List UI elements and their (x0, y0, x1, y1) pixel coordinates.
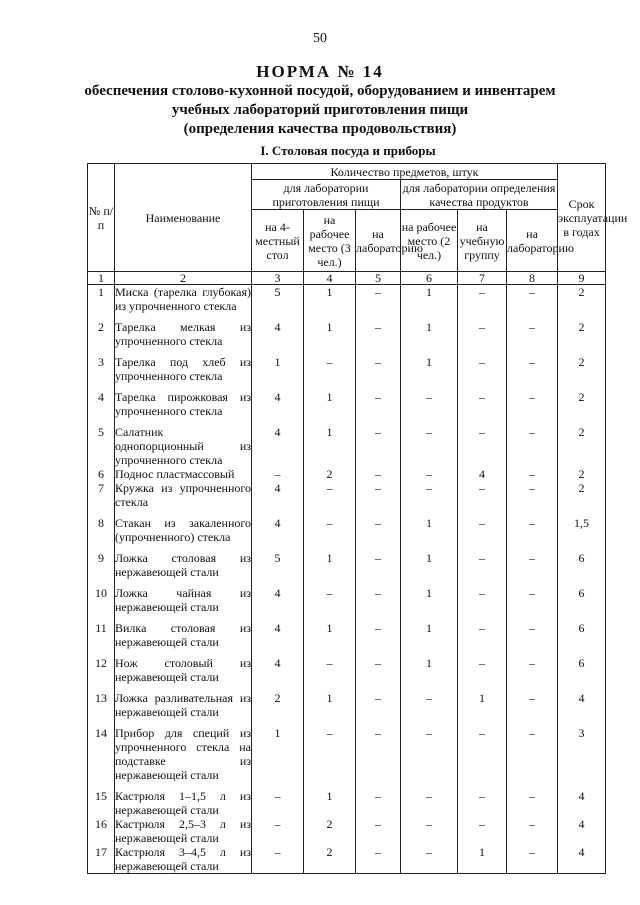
qty-4-seat-table: 5 (252, 544, 304, 579)
qty-workplace-2: 1 (401, 614, 458, 649)
qty-prep-lab: – (356, 782, 401, 817)
qty-study-group: – (458, 719, 507, 782)
row-number: 11 (88, 614, 115, 649)
table-row (88, 285, 606, 314)
row-number: 1 (88, 285, 115, 314)
column-number: 6 (401, 272, 458, 285)
service-term: 4 (558, 684, 606, 719)
item-name: Нож столовый из нержавеющей стали (115, 649, 252, 684)
qty-study-group: – (458, 817, 507, 845)
qty-quality-lab: – (507, 544, 558, 579)
qty-workplace-3: 1 (304, 782, 356, 817)
qty-study-group: 1 (458, 845, 507, 874)
qty-workplace-2: 1 (401, 649, 458, 684)
qty-quality-lab: – (507, 467, 558, 481)
service-term: 6 (558, 579, 606, 614)
item-name: Кастрюля 3–4,5 л из нержавеющей стали (115, 845, 251, 873)
qty-study-group: – (458, 313, 507, 348)
row-number: 14 (88, 719, 115, 782)
qty-prep-lab: – (356, 845, 401, 874)
qty-prep-lab: – (356, 285, 401, 314)
qty-quality-lab: – (507, 579, 558, 614)
qty-4-seat-table: 4 (252, 481, 304, 509)
column-number: 5 (356, 272, 401, 285)
column-number: 1 (88, 272, 115, 285)
item-name: Кастрюля 2,5–3 л из нержавеющей стали (115, 817, 251, 845)
qty-study-group: – (458, 383, 507, 418)
norm-table (87, 163, 628, 874)
qty-prep-lab: – (356, 614, 401, 649)
table-row (88, 509, 606, 544)
row-number: 2 (88, 313, 115, 348)
qty-quality-lab: – (507, 313, 558, 348)
qty-prep-lab: – (356, 544, 401, 579)
table-row (88, 544, 606, 579)
qty-4-seat-table: – (252, 782, 304, 817)
qty-workplace-2: – (401, 684, 458, 719)
item-name: Прибор для специй из упрочненного стекла на подставке из нержавеющей стали (115, 719, 252, 782)
qty-study-group: – (458, 348, 507, 383)
item-name: Ложка чайная из нержавеющей стали (115, 579, 252, 614)
qty-workplace-2: – (401, 817, 458, 845)
item-name: Миска (тарелка глубокая) из упрочненного стекла (115, 285, 251, 313)
item-name: Кружка из упрочненного стекла (115, 481, 251, 509)
table-row (88, 313, 606, 348)
qty-quality-lab: – (507, 684, 558, 719)
qty-4-seat-table: 5 (252, 285, 304, 314)
qty-workplace-3: – (304, 649, 356, 684)
item-name: Стакан из закаленного (упрочненного) стекла (115, 509, 252, 544)
qty-workplace-2: 1 (401, 285, 458, 314)
qty-study-group: 1 (458, 684, 507, 719)
qty-4-seat-table: – (252, 467, 304, 481)
header-col-3: на 4-местный стол (252, 210, 304, 272)
qty-4-seat-table: 4 (252, 313, 304, 348)
qty-workplace-3: 1 (304, 684, 356, 719)
qty-quality-lab: – (507, 383, 558, 418)
item-name: Кастрюля 1–1,5 л из нержавеющей стали (115, 782, 252, 817)
qty-study-group: – (458, 509, 507, 544)
row-number: 5 (88, 418, 115, 467)
row-number: 12 (88, 649, 115, 684)
header-group-preparation: для лаборатории приготовления пищи (252, 180, 401, 210)
row-number: 17 (88, 845, 115, 874)
header-col-7: на учебную группу (458, 210, 507, 272)
qty-quality-lab: – (507, 845, 558, 874)
qty-quality-lab: – (507, 348, 558, 383)
row-number: 13 (88, 684, 115, 719)
service-term: 4 (558, 782, 606, 817)
qty-prep-lab: – (356, 579, 401, 614)
qty-workplace-2: – (401, 782, 458, 817)
qty-prep-lab: – (356, 383, 401, 418)
service-term: 4 (558, 817, 606, 845)
qty-workplace-3: – (304, 348, 356, 383)
qty-study-group: – (458, 285, 507, 314)
qty-study-group: – (458, 481, 507, 509)
table-body (88, 285, 606, 874)
qty-workplace-3: – (304, 481, 356, 509)
service-term: 2 (558, 313, 606, 348)
page-number: 50 (313, 31, 327, 46)
table-row (88, 684, 606, 719)
table-row (88, 481, 606, 509)
table-row (88, 614, 606, 649)
table-row (88, 467, 606, 481)
header-quantity: Количество предметов, штук (252, 164, 558, 180)
qty-study-group: – (458, 649, 507, 684)
table-row (88, 418, 606, 467)
table-row (88, 579, 606, 614)
item-name: Салатник однопорционный из упрочненного стекла (115, 418, 252, 467)
qty-workplace-3: 1 (304, 285, 356, 314)
header-term: Срок эксплуатации в годах (558, 164, 606, 272)
service-term: 2 (558, 467, 606, 481)
row-number: 9 (88, 544, 115, 579)
service-term: 2 (558, 418, 606, 467)
qty-study-group: – (458, 782, 507, 817)
table-row (88, 782, 606, 817)
qty-workplace-3: – (304, 719, 356, 782)
column-number: 2 (115, 272, 252, 285)
qty-prep-lab: – (356, 418, 401, 467)
qty-workplace-3: 1 (304, 614, 356, 649)
service-term: 3 (558, 719, 606, 782)
row-number: 3 (88, 348, 115, 383)
item-name: Поднос пластмассовый (115, 467, 252, 481)
column-number: 7 (458, 272, 507, 285)
qty-workplace-2: – (401, 383, 458, 418)
qty-workplace-3: – (304, 579, 356, 614)
row-number: 8 (88, 509, 115, 544)
qty-workplace-2: – (401, 845, 458, 874)
header-group-quality: для лаборатории определения качества продуктов (401, 180, 558, 210)
item-name: Тарелка пирожковая из упрочненного стекла (115, 383, 252, 418)
qty-prep-lab: – (356, 467, 401, 481)
qty-workplace-2: 1 (401, 509, 458, 544)
qty-quality-lab: – (507, 285, 558, 314)
service-term: 2 (558, 383, 606, 418)
table-row (88, 845, 606, 874)
table-row (88, 348, 606, 383)
qty-workplace-2: – (401, 719, 458, 782)
header-col-5: на лабораторию (356, 210, 401, 272)
qty-study-group: 4 (458, 467, 507, 481)
qty-prep-lab: – (356, 649, 401, 684)
qty-workplace-2: – (401, 481, 458, 509)
service-term: 2 (558, 285, 606, 314)
table-row (88, 817, 606, 845)
qty-4-seat-table: 1 (252, 719, 304, 782)
column-number-row (88, 272, 606, 285)
qty-quality-lab: – (507, 481, 558, 509)
qty-4-seat-table: 4 (252, 579, 304, 614)
header-col-8: на лабораторию (507, 210, 558, 272)
qty-study-group: – (458, 614, 507, 649)
column-number: 3 (252, 272, 304, 285)
column-number: 9 (558, 272, 606, 285)
qty-4-seat-table: 4 (252, 649, 304, 684)
qty-4-seat-table: 4 (252, 383, 304, 418)
item-name: Тарелка под хлеб из упрочненного стекла (115, 348, 252, 383)
qty-workplace-3: 1 (304, 418, 356, 467)
header-name: Наименование (115, 164, 252, 272)
qty-prep-lab: – (356, 313, 401, 348)
qty-study-group: – (458, 418, 507, 467)
qty-4-seat-table: 4 (252, 614, 304, 649)
qty-workplace-2: 1 (401, 544, 458, 579)
document-subtitle-line-2: учебных лабораторий приготовления пищи (171, 102, 469, 118)
service-term: 2 (558, 348, 606, 383)
column-number: 4 (304, 272, 356, 285)
service-term: 6 (558, 614, 606, 649)
header-number: № п/п (88, 164, 115, 272)
qty-4-seat-table: – (252, 817, 304, 845)
item-name: Ложка разливательная из нержавеющей стали (115, 684, 252, 719)
document-subtitle-line-1: обеспечения столово-кухонной посудой, оборудованием и инвентарем (84, 83, 556, 99)
qty-quality-lab: – (507, 782, 558, 817)
qty-workplace-3: 1 (304, 544, 356, 579)
qty-quality-lab: – (507, 817, 558, 845)
item-name: Ложка столовая из нержавеющей стали (115, 544, 252, 579)
qty-workplace-2: 1 (401, 348, 458, 383)
item-name: Тарелка мелкая из упрочненного стекла (115, 313, 252, 348)
qty-prep-lab: – (356, 817, 401, 845)
row-number: 15 (88, 782, 115, 817)
qty-4-seat-table: 2 (252, 684, 304, 719)
qty-study-group: – (458, 579, 507, 614)
qty-workplace-3: 2 (304, 845, 356, 874)
qty-workplace-3: 2 (304, 467, 356, 481)
service-term: 6 (558, 544, 606, 579)
service-term: 2 (558, 481, 606, 509)
table-row (88, 649, 606, 684)
qty-workplace-3: – (304, 509, 356, 544)
qty-prep-lab: – (356, 348, 401, 383)
qty-workplace-3: 2 (304, 817, 356, 845)
row-number: 4 (88, 383, 115, 418)
header-col-4: на рабочее место (3 чел.) (304, 210, 356, 272)
qty-workplace-2: – (401, 467, 458, 481)
qty-4-seat-table: 4 (252, 509, 304, 544)
qty-quality-lab: – (507, 649, 558, 684)
service-term: 1,5 (558, 509, 606, 544)
qty-4-seat-table: – (252, 845, 304, 874)
header-col-6: на рабочее место (2 чел.) (401, 210, 458, 272)
row-number: 10 (88, 579, 115, 614)
item-name: Вилка столовая из нержавеющей стали (115, 614, 252, 649)
row-number: 7 (88, 481, 115, 509)
qty-workplace-2: – (401, 418, 458, 467)
row-number: 16 (88, 817, 115, 845)
qty-study-group: – (458, 544, 507, 579)
service-term: 6 (558, 649, 606, 684)
qty-prep-lab: – (356, 481, 401, 509)
qty-prep-lab: – (356, 509, 401, 544)
document-title: НОРМА № 14 (256, 62, 384, 81)
row-number: 6 (88, 467, 115, 481)
section-title: I. Столовая посуда и приборы (260, 143, 436, 158)
qty-workplace-3: 1 (304, 313, 356, 348)
qty-4-seat-table: 1 (252, 348, 304, 383)
qty-workplace-2: 1 (401, 579, 458, 614)
qty-workplace-3: 1 (304, 383, 356, 418)
document-subtitle-line-3: (определения качества продовольствия) (183, 121, 457, 137)
qty-quality-lab: – (507, 509, 558, 544)
qty-quality-lab: – (507, 614, 558, 649)
table-row (88, 383, 606, 418)
qty-4-seat-table: 4 (252, 418, 304, 467)
service-term: 4 (558, 845, 606, 874)
qty-workplace-2: 1 (401, 313, 458, 348)
qty-quality-lab: – (507, 418, 558, 467)
column-number: 8 (507, 272, 558, 285)
qty-quality-lab: – (507, 719, 558, 782)
qty-prep-lab: – (356, 684, 401, 719)
table-row (88, 719, 606, 782)
qty-prep-lab: – (356, 719, 401, 782)
